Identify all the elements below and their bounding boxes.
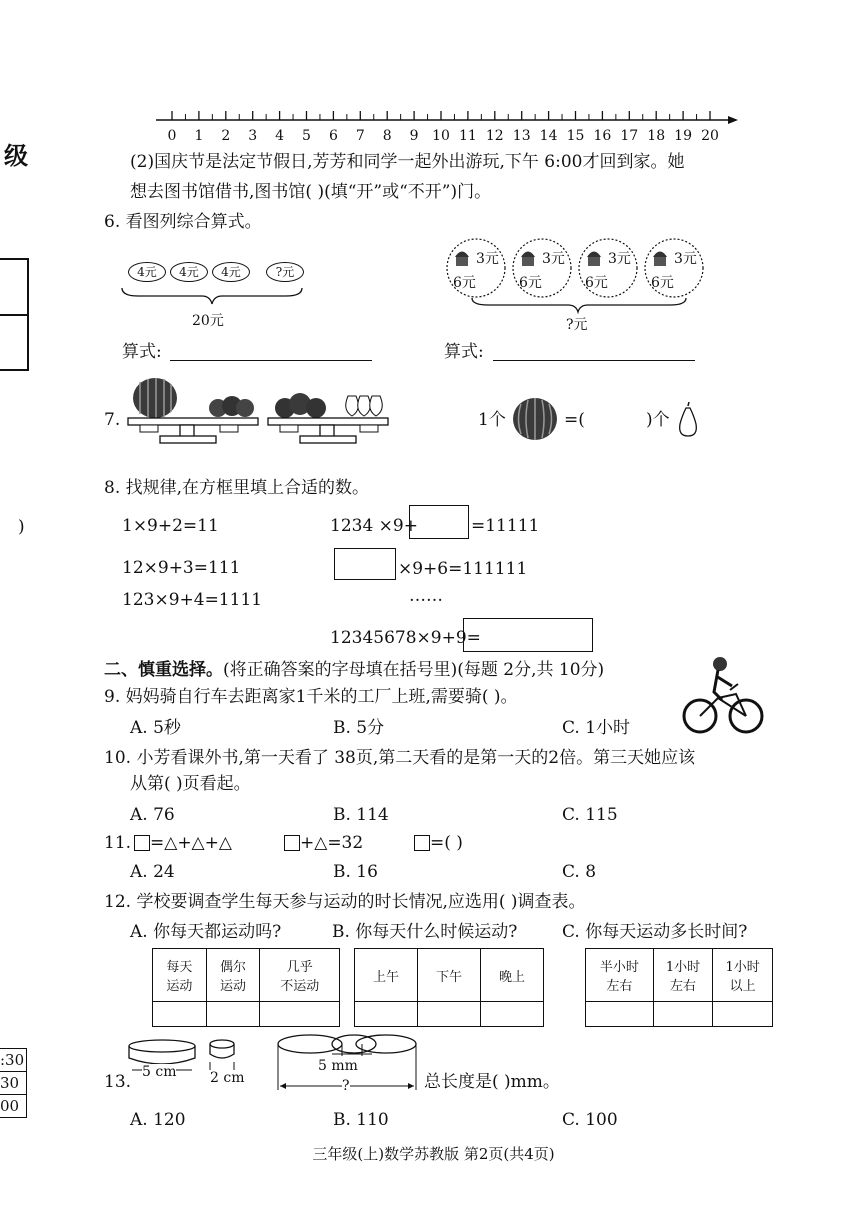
q6-price-top-2: 3元 [542,251,565,267]
q12-table-a [152,948,340,1027]
number-line-ticks [172,111,710,120]
table-cell [481,1002,544,1027]
page-footer: 三年级(上)数学苏教版 第2页(共4页) [312,1145,555,1163]
margin-time-box [0,1048,27,1118]
number-line-label: 1 [194,128,204,144]
cupcake-icon [451,246,473,272]
q6-right-group [443,238,713,300]
q6-formula-label-right: 算式: [444,342,484,362]
q5-2-line1: (2)国庆节是法定节假日,芳芳和同学一起外出游玩,下午 6:00才回到家。她 [130,152,685,172]
table-c-header-3: 1小时 以上 [713,949,773,1002]
section-2-note: (将正确答案的字母填在括号里)(每题 2分,共 10分) [223,660,605,680]
table-a-header-3: 几乎 不运动 [260,949,340,1002]
q6-price-top-3: 3元 [608,251,631,267]
q10-stem-2: 从第( )页看起。 [130,774,251,794]
number-line-label: 12 [485,128,504,144]
q13-label-5mm: 5 mm [318,1058,358,1074]
q9-option-a: A. 5秒 [130,718,181,738]
square-symbol-icon [134,835,150,851]
q11-number: 11. [104,833,132,853]
q6-price-bottom-4: 6元 [651,275,674,291]
number-line-label: 9 [409,128,419,144]
q8-title: 8. 找规律,在方框里填上合适的数。 [104,478,370,498]
q6-left-oval-2: 4元 [170,262,208,282]
q12-option-c-label: C. 你每天运动多长时间? [562,922,748,942]
margin-bracket [0,255,40,375]
q11-expr-2: +△=32 [300,833,364,853]
q12-option-a-label: A. 你每天都运动吗? [130,922,282,942]
q7-balance-scales [120,370,390,446]
table-b-header-1: 上午 [355,949,418,1002]
q7-eq-prefix: 1个 [478,410,506,430]
q11-expr-1: =△+△+△ [150,833,232,853]
q13-stem: 总长度是( )mm。 [424,1072,560,1092]
q11-option-a: A. 24 [130,862,175,882]
q8-right-1-prefix: 1234 ×9+ [330,516,418,536]
q8-right-2-suffix: ×9+6=111111 [398,559,528,579]
cupcake-icon [649,246,671,272]
q7-number: 7. [104,410,121,430]
q6-formula-blank-right[interactable] [493,360,695,361]
scale-right-icon [268,393,388,443]
cupcake-icon [583,246,605,272]
q10-option-a: A. 76 [130,805,175,825]
q6-left-oval-3: 4元 [212,262,250,282]
q5-2-line2: 想去图书馆借书,图书馆( )(填“开”或“不开”)门。 [130,182,492,202]
table-cell [206,1002,260,1027]
q10-stem-1: 10. 小芳看课外书,第一天看了 38页,第二天看的是第一天的2倍。第三天她应该 [104,748,696,768]
q9-option-b: B. 5分 [333,718,385,738]
q9-option-c: C. 1小时 [562,718,631,738]
number-line-label: 6 [328,128,338,144]
q11-option-b: B. 16 [333,862,378,882]
q8-answer-box-1[interactable] [409,505,469,539]
q8-left-1: 1×9+2=11 [122,516,219,536]
number-line [150,100,750,146]
q13-option-b: B. 110 [333,1110,389,1130]
number-line-label: 15 [566,128,585,144]
number-line-label: 11 [458,128,477,144]
table-c-header-1: 半小时 左右 [586,949,654,1002]
cyclist-icon [680,654,766,738]
number-line-label: 2 [221,128,231,144]
margin-time-2: 30 [0,1071,26,1094]
number-line-label: 14 [539,128,558,144]
margin-grade-char: 级 [4,141,28,170]
q6-left-oval-1: 4元 [128,262,166,282]
q12-stem: 12. 学校要调查学生每天参与运动的时长情况,应选用( )调查表。 [104,892,586,912]
table-a-header-2: 偶尔 运动 [206,949,260,1002]
q6-right-brace [468,296,692,316]
number-line-label: 18 [647,128,666,144]
table-cell [153,1002,207,1027]
q6-title: 6. 看图列综合算式。 [104,212,262,232]
q6-price-top-1: 3元 [476,251,499,267]
table-a-header-1: 每天 运动 [153,949,207,1002]
q11-option-c: C. 8 [562,862,597,882]
q7-eq-middle: =( [564,410,585,430]
q12-table-c [585,948,773,1027]
q12-table-b [354,948,544,1027]
q8-right-4-prefix: 12345678×9+9= [330,628,481,648]
number-line-label: 16 [593,128,612,144]
number-line-label: 0 [167,128,177,144]
q6-price-top-4: 3元 [674,251,697,267]
number-line-label: 13 [512,128,531,144]
pear-icon [676,402,700,438]
q11-expr-3: =( ) [430,833,463,853]
square-symbol-icon [414,835,430,851]
q8-left-2: 12×9+3=111 [122,558,241,578]
watermelon-icon [512,396,558,442]
q10-option-b: B. 114 [333,805,389,825]
number-line-label: 10 [432,128,450,144]
scale-left-icon [128,378,258,443]
q8-ellipsis: …… [409,586,443,606]
q8-left-3: 123×9+4=1111 [122,590,263,610]
margin-time-1: :30 [0,1051,25,1069]
q7-eq-suffix: )个 [646,410,670,430]
q6-price-bottom-2: 6元 [519,275,542,291]
q9-stem: 9. 妈妈骑自行车去距离家1千米的工厂上班,需要骑( )。 [104,687,518,707]
q13-label-2cm: 2 cm [210,1070,245,1086]
cupcake-icon [517,246,539,272]
q6-price-bottom-1: 6元 [453,275,476,291]
table-cell [355,1002,418,1027]
q13-label-5cm: 5 cm [142,1064,177,1080]
q6-right-total: ?元 [566,317,588,333]
number-line-label: 20 [701,128,719,144]
table-cell [653,1002,713,1027]
number-line-label: 4 [275,128,285,144]
q6-formula-blank-left[interactable] [170,360,372,361]
margin-paren: ) [18,517,25,537]
q6-left-oval-4: ?元 [266,262,304,282]
table-cell [260,1002,340,1027]
q13-number: 13. [104,1072,132,1092]
number-line-label: 3 [248,128,258,144]
margin-time-3: 00 [0,1094,26,1117]
section-2-title: 二、慎重选择。 [104,660,223,680]
square-symbol-icon [284,835,300,851]
table-b-header-2: 下午 [418,949,481,1002]
number-line-label: 5 [302,128,311,144]
number-line-label: 7 [355,128,365,144]
q13-option-a: A. 120 [130,1110,186,1130]
q8-right-1-suffix: =11111 [471,516,540,536]
q12-option-b-label: B. 你每天什么时候运动? [332,922,518,942]
q10-option-c: C. 115 [562,805,618,825]
q13-label-question: ? [342,1078,350,1094]
q6-formula-label-left: 算式: [122,342,162,362]
number-line-label: 17 [620,128,639,144]
q8-answer-box-4[interactable] [463,618,593,652]
number-line-labels [168,128,719,144]
section-2-header [104,660,604,680]
q6-left-brace [118,286,308,310]
q8-answer-box-2[interactable] [334,548,396,580]
table-cell [713,1002,773,1027]
number-line-label: 19 [674,128,693,144]
table-b-header-3: 晚上 [481,949,544,1002]
q13-option-c: C. 100 [562,1110,618,1130]
q6-price-bottom-3: 6元 [585,275,608,291]
q6-left-total: 20元 [192,313,224,329]
table-cell [586,1002,654,1027]
number-line-label: 8 [382,128,392,144]
table-cell [418,1002,481,1027]
table-c-header-2: 1小时 左右 [653,949,713,1002]
